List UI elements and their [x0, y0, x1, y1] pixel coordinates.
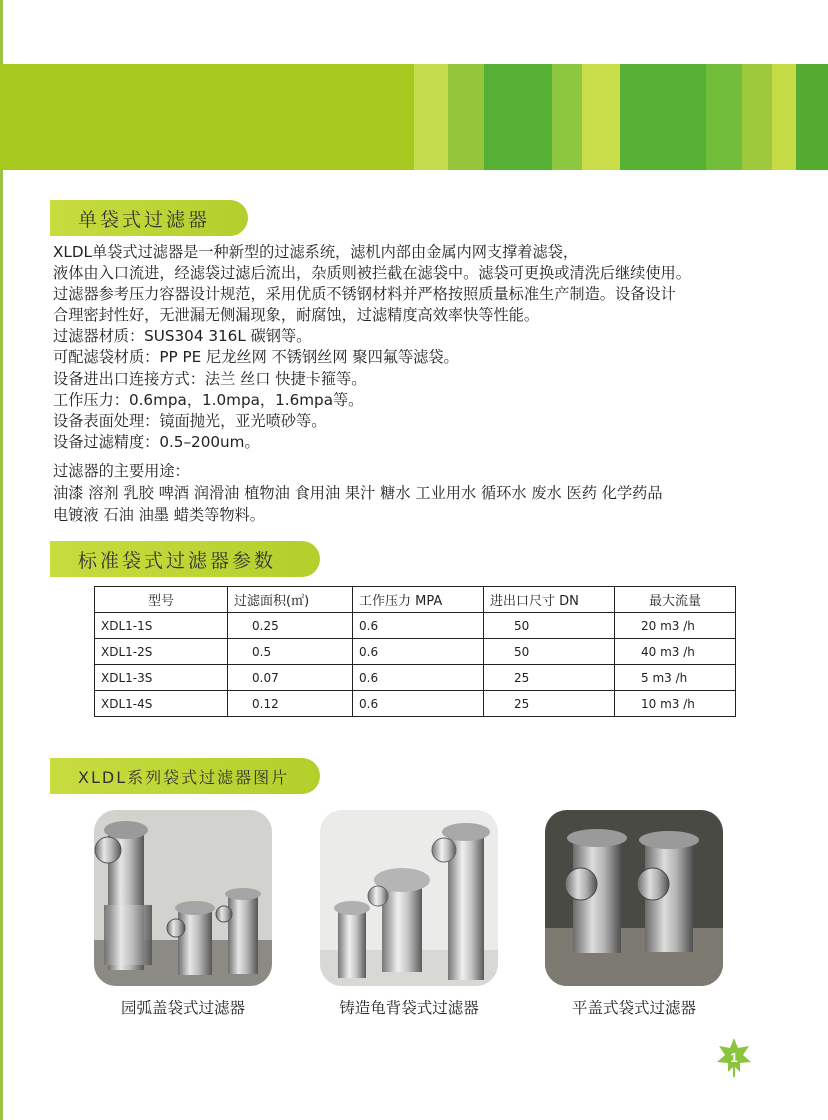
description-line: 过滤器材质：SUS304 316L 碳钢等。 — [53, 327, 312, 346]
table-cell: 10 m3 /h — [615, 691, 736, 717]
table-cell: 0.6 — [353, 665, 484, 691]
table-cell: 0.5 — [228, 639, 353, 665]
uses-title: 过滤器的主要用途： — [53, 462, 190, 480]
description-line: XLDL单袋式过滤器是一种新型的过滤系统，滤机内部由金属内网支撑着滤袋， — [53, 243, 579, 261]
table-header-cell: 型号 — [95, 587, 228, 613]
table-cell: 40 m3 /h — [615, 639, 736, 665]
table-cell: 25 — [484, 691, 615, 717]
table-cell: 0.6 — [353, 691, 484, 717]
uses-line: 电镀液 石油 油墨 蜡类等物料。 — [53, 506, 265, 524]
table-cell: 50 — [484, 639, 615, 665]
photo-caption: 园弧盖袋式过滤器 — [120, 999, 245, 1017]
table-cell: XDL1-1S — [95, 613, 228, 639]
table-cell: 25 — [484, 665, 615, 691]
description-line: 合理密封性好，无泄漏无侧漏现象，耐腐蚀，过滤精度高效率快等性能。 — [53, 306, 539, 325]
photo-caption: 铸造龟背袋式过滤器 — [339, 999, 479, 1017]
table-cell: 50 — [484, 613, 615, 639]
table-cell: XDL1-2S — [95, 639, 228, 665]
spec-table — [94, 586, 736, 717]
section-title-photos: XLDL系列袋式过滤器图片 — [50, 758, 320, 794]
table-cell: 5 m3 /h — [615, 665, 736, 691]
table-cell: 0.6 — [353, 639, 484, 665]
section-title-single-bag: 单袋式过滤器 — [50, 200, 248, 236]
table-row — [95, 665, 736, 691]
table-row — [95, 613, 736, 639]
table-header-cell: 过滤面积(㎡) — [228, 587, 353, 613]
description-line: 设备表面处理：镜面抛光，亚光喷砂等。 — [53, 411, 327, 430]
table-cell: XDL1-3S — [95, 665, 228, 691]
table-cell: 0.6 — [353, 613, 484, 639]
table-cell: 0.07 — [228, 665, 353, 691]
table-row — [95, 691, 736, 717]
description-line: 设备进出口连接方式：法兰 丝口 快捷卡箍等。 — [53, 369, 367, 388]
description-line: 液体由入口流进，经滤袋过滤后流出，杂质则被拦截在滤袋中。滤袋可更换或清洗后继续使用。 — [53, 264, 691, 283]
table-header-cell: 工作压力 MPA — [353, 587, 484, 613]
table-header-cell: 进出口尺寸 DN — [484, 587, 615, 613]
photo-caption: 平盖式袋式过滤器 — [571, 999, 696, 1017]
description-block — [53, 242, 813, 453]
uses-block — [53, 460, 663, 526]
table-header-cell: 最大流量 — [615, 587, 736, 613]
table-cell: XDL1-4S — [95, 691, 228, 717]
table-cell: 0.12 — [228, 691, 353, 717]
page-number: 1 — [730, 1050, 738, 1065]
header-banner — [0, 64, 828, 170]
photo-flat-cover-filter — [545, 810, 723, 986]
description-line: 过滤器参考压力容器设计规范，采用优质不锈钢材料并严格按照质量标准生产制造。设备设计 — [53, 285, 676, 304]
table-row — [95, 639, 736, 665]
photo-turtle-back-filter — [320, 810, 498, 986]
table-cell: 0.25 — [228, 613, 353, 639]
photo-round-cover-filter — [94, 810, 272, 986]
description-line: 工作压力：0.6mpa，1.0mpa，1.6mpa等。 — [53, 390, 364, 409]
uses-line: 油漆 溶剂 乳胶 啤酒 润滑油 植物油 食用油 果汁 糖水 工业用水 循环水 废水 医药 化学药品 — [53, 484, 663, 502]
description-line: 设备过滤精度：0.5–200um。 — [53, 432, 260, 451]
table-cell: 20 m3 /h — [615, 613, 736, 639]
section-title-spec: 标准袋式过滤器参数 — [50, 541, 320, 577]
description-line: 可配滤袋材质：PP PE 尼龙丝网 不锈钢丝网 聚四氟等滤袋。 — [53, 348, 459, 367]
page-number-leaf-icon — [716, 1036, 752, 1082]
table-header-row — [95, 587, 736, 613]
